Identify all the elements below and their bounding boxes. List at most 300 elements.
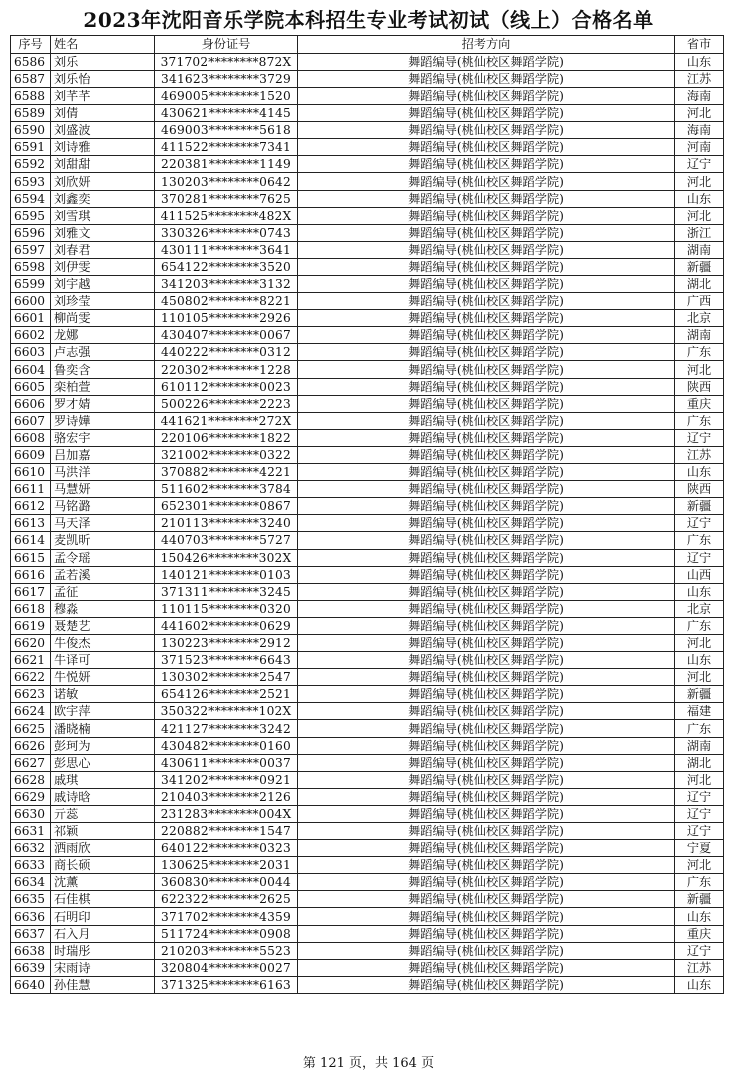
table-row <box>11 139 724 156</box>
cell-direction: 舞蹈编导(桃仙校区舞蹈学院) <box>298 412 675 429</box>
cell-seq: 6602 <box>11 327 51 344</box>
cell-name: 马铭潞 <box>51 498 155 515</box>
cell-direction: 舞蹈编导(桃仙校区舞蹈学院) <box>298 498 675 515</box>
table-row <box>11 652 724 669</box>
cell-id-number: 654126********2521 <box>155 686 298 703</box>
table-row <box>11 378 724 395</box>
table-row <box>11 515 724 532</box>
cell-province: 宁夏 <box>675 840 724 857</box>
cell-province: 河南 <box>675 139 724 156</box>
cell-seq: 6616 <box>11 566 51 583</box>
table-row <box>11 566 724 583</box>
cell-name: 潘晓楠 <box>51 720 155 737</box>
table-row <box>11 207 724 224</box>
cell-seq: 6609 <box>11 446 51 463</box>
table-row <box>11 771 724 788</box>
cell-id-number: 220302********1228 <box>155 361 298 378</box>
cell-id-number: 421127********3242 <box>155 720 298 737</box>
cell-id-number: 210203********5523 <box>155 942 298 959</box>
cell-direction: 舞蹈编导(桃仙校区舞蹈学院) <box>298 754 675 771</box>
cell-direction: 舞蹈编导(桃仙校区舞蹈学院) <box>298 429 675 446</box>
cell-province: 新疆 <box>675 891 724 908</box>
cell-direction: 舞蹈编导(桃仙校区舞蹈学院) <box>298 446 675 463</box>
cell-direction: 舞蹈编导(桃仙校区舞蹈学院) <box>298 87 675 104</box>
table-row <box>11 669 724 686</box>
cell-name: 马天泽 <box>51 515 155 532</box>
cell-seq: 6638 <box>11 942 51 959</box>
cell-seq: 6629 <box>11 788 51 805</box>
cell-province: 山东 <box>675 583 724 600</box>
cell-province: 北京 <box>675 600 724 617</box>
cell-id-number: 321002********0322 <box>155 446 298 463</box>
cell-id-number: 430621********4145 <box>155 105 298 122</box>
cell-id-number: 430111********3641 <box>155 241 298 258</box>
table-row <box>11 925 724 942</box>
cell-seq: 6632 <box>11 840 51 857</box>
cell-direction: 舞蹈编导(桃仙校区舞蹈学院) <box>298 583 675 600</box>
cell-name: 商长硕 <box>51 857 155 874</box>
cell-direction: 舞蹈编导(桃仙校区舞蹈学院) <box>298 669 675 686</box>
table-row <box>11 361 724 378</box>
cell-province: 重庆 <box>675 395 724 412</box>
cell-direction: 舞蹈编导(桃仙校区舞蹈学院) <box>298 976 675 993</box>
cell-id-number: 654122********3520 <box>155 258 298 275</box>
cell-seq: 6592 <box>11 156 51 173</box>
cell-id-number: 441602********0629 <box>155 617 298 634</box>
cell-name: 罗诗嬅 <box>51 412 155 429</box>
table-row <box>11 190 724 207</box>
cell-name: 刘鑫奕 <box>51 190 155 207</box>
cell-name: 宋雨诗 <box>51 959 155 976</box>
table-row <box>11 327 724 344</box>
cell-direction: 舞蹈编导(桃仙校区舞蹈学院) <box>298 122 675 139</box>
cell-id-number: 341623********3729 <box>155 70 298 87</box>
cell-direction: 舞蹈编导(桃仙校区舞蹈学院) <box>298 276 675 293</box>
cell-province: 广东 <box>675 617 724 634</box>
cell-province: 海南 <box>675 87 724 104</box>
table-row <box>11 874 724 891</box>
cell-direction: 舞蹈编导(桃仙校区舞蹈学院) <box>298 840 675 857</box>
table-body <box>11 53 724 993</box>
cell-name: 卢志强 <box>51 344 155 361</box>
cell-id-number: 220106********1822 <box>155 429 298 446</box>
cell-name: 孟征 <box>51 583 155 600</box>
cell-province: 辽宁 <box>675 429 724 446</box>
cell-direction: 舞蹈编导(桃仙校区舞蹈学院) <box>298 737 675 754</box>
cell-seq: 6611 <box>11 481 51 498</box>
cell-name: 戚诗晗 <box>51 788 155 805</box>
cell-id-number: 371702********872X <box>155 53 298 70</box>
table-row <box>11 532 724 549</box>
cell-direction: 舞蹈编导(桃仙校区舞蹈学院) <box>298 652 675 669</box>
cell-direction: 舞蹈编导(桃仙校区舞蹈学院) <box>298 788 675 805</box>
cell-name: 刘雪琪 <box>51 207 155 224</box>
cell-province: 河北 <box>675 173 724 190</box>
cell-province: 新疆 <box>675 498 724 515</box>
cell-id-number: 500226********2223 <box>155 395 298 412</box>
cell-id-number: 130625********2031 <box>155 857 298 874</box>
cell-direction: 舞蹈编导(桃仙校区舞蹈学院) <box>298 942 675 959</box>
cell-name: 刘盛波 <box>51 122 155 139</box>
cell-seq: 6636 <box>11 908 51 925</box>
cell-seq: 6610 <box>11 464 51 481</box>
cell-seq: 6627 <box>11 754 51 771</box>
cell-province: 辽宁 <box>675 823 724 840</box>
cell-seq: 6590 <box>11 122 51 139</box>
cell-name: 刘伊雯 <box>51 258 155 275</box>
cell-province: 山东 <box>675 976 724 993</box>
table-row <box>11 823 724 840</box>
header-seq: 序号 <box>11 36 51 54</box>
cell-id-number: 130223********2912 <box>155 634 298 651</box>
cell-province: 山东 <box>675 53 724 70</box>
cell-province: 浙江 <box>675 224 724 241</box>
cell-id-number: 341203********3132 <box>155 276 298 293</box>
cell-seq: 6622 <box>11 669 51 686</box>
table-row <box>11 481 724 498</box>
cell-direction: 舞蹈编导(桃仙校区舞蹈学院) <box>298 53 675 70</box>
cell-province: 江苏 <box>675 70 724 87</box>
cell-direction: 舞蹈编导(桃仙校区舞蹈学院) <box>298 156 675 173</box>
cell-direction: 舞蹈编导(桃仙校区舞蹈学院) <box>298 823 675 840</box>
cell-name: 时瑞彤 <box>51 942 155 959</box>
cell-seq: 6624 <box>11 703 51 720</box>
cell-seq: 6593 <box>11 173 51 190</box>
cell-name: 麦凯昕 <box>51 532 155 549</box>
cell-province: 重庆 <box>675 925 724 942</box>
page-title: 2023年沈阳音乐学院本科招生专业考试初试（线上）合格名单 <box>83 8 654 32</box>
cell-seq: 6615 <box>11 549 51 566</box>
cell-seq: 6586 <box>11 53 51 70</box>
cell-direction: 舞蹈编导(桃仙校区舞蹈学院) <box>298 105 675 122</box>
cell-name: 聂楚艺 <box>51 617 155 634</box>
header-name: 姓名 <box>51 36 155 54</box>
cell-province: 海南 <box>675 122 724 139</box>
cell-name: 彭珂为 <box>51 737 155 754</box>
cell-province: 陕西 <box>675 378 724 395</box>
cell-id-number: 370281********7625 <box>155 190 298 207</box>
cell-name: 栾柏萱 <box>51 378 155 395</box>
cell-name: 牛悦妍 <box>51 669 155 686</box>
cell-name: 刘欣妍 <box>51 173 155 190</box>
cell-province: 山东 <box>675 652 724 669</box>
cell-province: 广东 <box>675 344 724 361</box>
cell-direction: 舞蹈编导(桃仙校区舞蹈学院) <box>298 361 675 378</box>
cell-province: 山西 <box>675 566 724 583</box>
cell-seq: 6603 <box>11 344 51 361</box>
cell-id-number: 130302********2547 <box>155 669 298 686</box>
table-header-row <box>11 36 724 54</box>
cell-province: 河北 <box>675 634 724 651</box>
cell-seq: 6587 <box>11 70 51 87</box>
cell-seq: 6605 <box>11 378 51 395</box>
cell-id-number: 140121********0103 <box>155 566 298 583</box>
cell-seq: 6599 <box>11 276 51 293</box>
table-row <box>11 105 724 122</box>
cell-id-number: 130203********0642 <box>155 173 298 190</box>
cell-seq: 6628 <box>11 771 51 788</box>
table-row <box>11 737 724 754</box>
cell-name: 龙娜 <box>51 327 155 344</box>
cell-name: 诺敏 <box>51 686 155 703</box>
cell-seq: 6626 <box>11 737 51 754</box>
cell-direction: 舞蹈编导(桃仙校区舞蹈学院) <box>298 258 675 275</box>
cell-province: 湖南 <box>675 737 724 754</box>
table-row <box>11 840 724 857</box>
cell-province: 湖北 <box>675 754 724 771</box>
table-row <box>11 293 724 310</box>
cell-province: 河北 <box>675 105 724 122</box>
cell-province: 辽宁 <box>675 549 724 566</box>
cell-id-number: 371325********6163 <box>155 976 298 993</box>
cell-province: 山东 <box>675 190 724 207</box>
table-row <box>11 344 724 361</box>
cell-id-number: 370882********4221 <box>155 464 298 481</box>
cell-id-number: 220882********1547 <box>155 823 298 840</box>
cell-direction: 舞蹈编导(桃仙校区舞蹈学院) <box>298 771 675 788</box>
cell-seq: 6620 <box>11 634 51 651</box>
table-row <box>11 241 724 258</box>
table-row <box>11 686 724 703</box>
table-row <box>11 87 724 104</box>
cell-id-number: 231283********004X <box>155 805 298 822</box>
cell-name: 石佳棋 <box>51 891 155 908</box>
cell-name: 刘诗雅 <box>51 139 155 156</box>
cell-name: 骆宏宇 <box>51 429 155 446</box>
cell-seq: 6618 <box>11 600 51 617</box>
cell-id-number: 371523********6643 <box>155 652 298 669</box>
page-footer: 第 121 页，共 164 页 <box>302 1056 435 1071</box>
cell-province: 河北 <box>675 857 724 874</box>
cell-direction: 舞蹈编导(桃仙校区舞蹈学院) <box>298 891 675 908</box>
cell-province: 广东 <box>675 532 724 549</box>
cell-seq: 6589 <box>11 105 51 122</box>
cell-direction: 舞蹈编导(桃仙校区舞蹈学院) <box>298 70 675 87</box>
table-row <box>11 634 724 651</box>
cell-name: 孟令瑶 <box>51 549 155 566</box>
cell-id-number: 610112********0023 <box>155 378 298 395</box>
cell-seq: 6623 <box>11 686 51 703</box>
cell-province: 河北 <box>675 669 724 686</box>
cell-province: 陕西 <box>675 481 724 498</box>
cell-direction: 舞蹈编导(桃仙校区舞蹈学院) <box>298 515 675 532</box>
cell-direction: 舞蹈编导(桃仙校区舞蹈学院) <box>298 634 675 651</box>
cell-name: 吕加嘉 <box>51 446 155 463</box>
cell-seq: 6639 <box>11 959 51 976</box>
cell-province: 广西 <box>675 293 724 310</box>
cell-province: 辽宁 <box>675 942 724 959</box>
cell-direction: 舞蹈编导(桃仙校区舞蹈学院) <box>298 720 675 737</box>
cell-province: 北京 <box>675 310 724 327</box>
cell-seq: 6600 <box>11 293 51 310</box>
table-row <box>11 857 724 874</box>
cell-id-number: 450802********8221 <box>155 293 298 310</box>
table-row <box>11 976 724 993</box>
table-row <box>11 53 724 70</box>
cell-id-number: 371702********4359 <box>155 908 298 925</box>
table-row <box>11 805 724 822</box>
cell-seq: 6635 <box>11 891 51 908</box>
cell-seq: 6640 <box>11 976 51 993</box>
cell-province: 湖北 <box>675 276 724 293</box>
cell-id-number: 430611********0037 <box>155 754 298 771</box>
cell-direction: 舞蹈编导(桃仙校区舞蹈学院) <box>298 344 675 361</box>
cell-direction: 舞蹈编导(桃仙校区舞蹈学院) <box>298 224 675 241</box>
cell-direction: 舞蹈编导(桃仙校区舞蹈学院) <box>298 805 675 822</box>
cell-name: 刘芊芊 <box>51 87 155 104</box>
table-row <box>11 498 724 515</box>
cell-direction: 舞蹈编导(桃仙校区舞蹈学院) <box>298 686 675 703</box>
cell-id-number: 430407********0067 <box>155 327 298 344</box>
cell-name: 孟若溪 <box>51 566 155 583</box>
cell-id-number: 469005********1520 <box>155 87 298 104</box>
cell-province: 新疆 <box>675 258 724 275</box>
cell-province: 福建 <box>675 703 724 720</box>
cell-direction: 舞蹈编导(桃仙校区舞蹈学院) <box>298 566 675 583</box>
cell-direction: 舞蹈编导(桃仙校区舞蹈学院) <box>298 532 675 549</box>
cell-seq: 6598 <box>11 258 51 275</box>
cell-id-number: 350322********102X <box>155 703 298 720</box>
cell-province: 山东 <box>675 908 724 925</box>
header-direction: 招考方向 <box>298 36 675 54</box>
cell-name: 沈薰 <box>51 874 155 891</box>
cell-seq: 6621 <box>11 652 51 669</box>
table-row <box>11 549 724 566</box>
table-row <box>11 446 724 463</box>
cell-name: 牛译可 <box>51 652 155 669</box>
cell-direction: 舞蹈编导(桃仙校区舞蹈学院) <box>298 617 675 634</box>
table-row <box>11 276 724 293</box>
cell-id-number: 360830********0044 <box>155 874 298 891</box>
table-row <box>11 703 724 720</box>
cell-name: 祁颖 <box>51 823 155 840</box>
cell-name: 石入月 <box>51 925 155 942</box>
cell-direction: 舞蹈编导(桃仙校区舞蹈学院) <box>298 207 675 224</box>
cell-id-number: 430482********0160 <box>155 737 298 754</box>
cell-name: 罗才婧 <box>51 395 155 412</box>
cell-seq: 6612 <box>11 498 51 515</box>
table-row <box>11 583 724 600</box>
cell-province: 江苏 <box>675 959 724 976</box>
cell-direction: 舞蹈编导(桃仙校区舞蹈学院) <box>298 481 675 498</box>
cell-name: 牛俊杰 <box>51 634 155 651</box>
cell-seq: 6597 <box>11 241 51 258</box>
cell-name: 石明印 <box>51 908 155 925</box>
cell-name: 洒雨欣 <box>51 840 155 857</box>
cell-province: 新疆 <box>675 686 724 703</box>
cell-province: 广东 <box>675 874 724 891</box>
cell-id-number: 210113********3240 <box>155 515 298 532</box>
cell-province: 辽宁 <box>675 515 724 532</box>
cell-name: 刘宇越 <box>51 276 155 293</box>
cell-province: 山东 <box>675 464 724 481</box>
cell-id-number: 469003********5618 <box>155 122 298 139</box>
cell-province: 河北 <box>675 361 724 378</box>
cell-id-number: 440222********0312 <box>155 344 298 361</box>
table-row <box>11 224 724 241</box>
cell-name: 穆淼 <box>51 600 155 617</box>
cell-id-number: 320804********0027 <box>155 959 298 976</box>
table-row <box>11 412 724 429</box>
cell-direction: 舞蹈编导(桃仙校区舞蹈学院) <box>298 241 675 258</box>
cell-name: 马慧妍 <box>51 481 155 498</box>
cell-name: 亓蕊 <box>51 805 155 822</box>
cell-province: 广东 <box>675 720 724 737</box>
cell-id-number: 511724********0908 <box>155 925 298 942</box>
cell-id-number: 150426********302X <box>155 549 298 566</box>
cell-direction: 舞蹈编导(桃仙校区舞蹈学院) <box>298 378 675 395</box>
cell-seq: 6625 <box>11 720 51 737</box>
cell-name: 欧宇萍 <box>51 703 155 720</box>
cell-province: 河北 <box>675 771 724 788</box>
cell-seq: 6607 <box>11 412 51 429</box>
cell-direction: 舞蹈编导(桃仙校区舞蹈学院) <box>298 293 675 310</box>
table-row <box>11 156 724 173</box>
cell-name: 刘珍莹 <box>51 293 155 310</box>
cell-id-number: 110105********2926 <box>155 310 298 327</box>
table-row <box>11 754 724 771</box>
cell-id-number: 441621********272X <box>155 412 298 429</box>
cell-seq: 6606 <box>11 395 51 412</box>
cell-seq: 6601 <box>11 310 51 327</box>
cell-seq: 6594 <box>11 190 51 207</box>
cell-seq: 6633 <box>11 857 51 874</box>
cell-name: 马洪洋 <box>51 464 155 481</box>
cell-name: 孙佳慧 <box>51 976 155 993</box>
cell-id-number: 411525********482X <box>155 207 298 224</box>
table-row <box>11 600 724 617</box>
table-row <box>11 788 724 805</box>
cell-seq: 6595 <box>11 207 51 224</box>
cell-id-number: 220381********1149 <box>155 156 298 173</box>
cell-direction: 舞蹈编导(桃仙校区舞蹈学院) <box>298 908 675 925</box>
cell-name: 彭思心 <box>51 754 155 771</box>
cell-id-number: 440703********5727 <box>155 532 298 549</box>
cell-direction: 舞蹈编导(桃仙校区舞蹈学院) <box>298 703 675 720</box>
table-row <box>11 122 724 139</box>
cell-direction: 舞蹈编导(桃仙校区舞蹈学院) <box>298 857 675 874</box>
cell-id-number: 330326********0743 <box>155 224 298 241</box>
cell-province: 湖南 <box>675 327 724 344</box>
table-row <box>11 173 724 190</box>
cell-seq: 6631 <box>11 823 51 840</box>
cell-id-number: 640122********0323 <box>155 840 298 857</box>
cell-direction: 舞蹈编导(桃仙校区舞蹈学院) <box>298 139 675 156</box>
cell-seq: 6617 <box>11 583 51 600</box>
table-row <box>11 908 724 925</box>
table-row <box>11 310 724 327</box>
cell-name: 戚琪 <box>51 771 155 788</box>
cell-direction: 舞蹈编导(桃仙校区舞蹈学院) <box>298 874 675 891</box>
cell-id-number: 110115********0320 <box>155 600 298 617</box>
cell-seq: 6591 <box>11 139 51 156</box>
cell-name: 鲁奕含 <box>51 361 155 378</box>
cell-province: 广东 <box>675 412 724 429</box>
cell-name: 刘倩 <box>51 105 155 122</box>
cell-id-number: 411522********7341 <box>155 139 298 156</box>
cell-name: 刘乐 <box>51 53 155 70</box>
cell-name: 刘春君 <box>51 241 155 258</box>
cell-seq: 6614 <box>11 532 51 549</box>
cell-direction: 舞蹈编导(桃仙校区舞蹈学院) <box>298 959 675 976</box>
cell-id-number: 652301********0867 <box>155 498 298 515</box>
cell-direction: 舞蹈编导(桃仙校区舞蹈学院) <box>298 464 675 481</box>
cell-province: 辽宁 <box>675 788 724 805</box>
cell-province: 辽宁 <box>675 805 724 822</box>
cell-province: 湖南 <box>675 241 724 258</box>
cell-seq: 6630 <box>11 805 51 822</box>
cell-seq: 6608 <box>11 429 51 446</box>
